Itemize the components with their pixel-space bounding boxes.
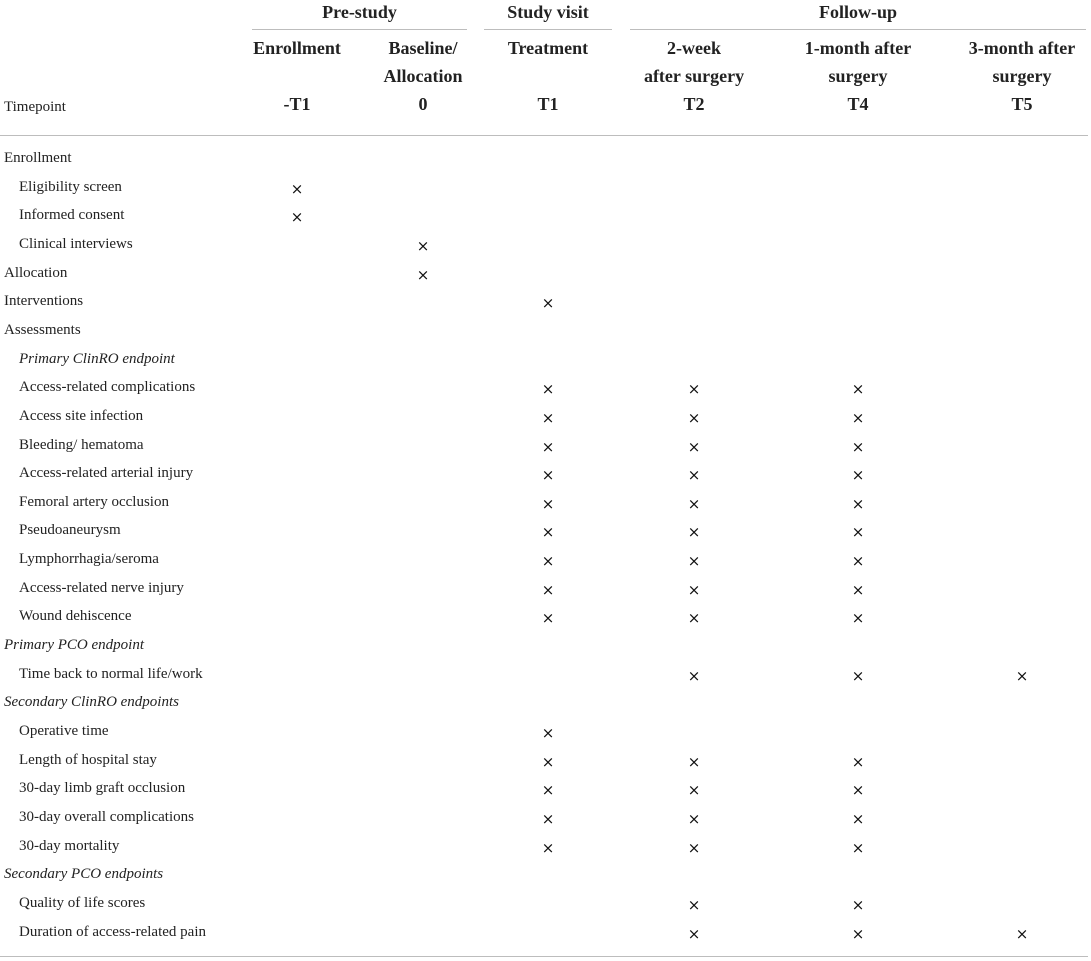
check-mark-icon: × (541, 552, 555, 571)
row-label: Wound dehiscence (19, 608, 132, 625)
check-mark-icon: × (851, 494, 865, 513)
check-mark-icon: × (851, 408, 865, 427)
check-mark-icon: × (687, 895, 701, 914)
column-header-line: T2 (683, 94, 705, 114)
check-mark-icon: × (687, 552, 701, 571)
group-underline (630, 29, 1086, 30)
row-label: Operative time (19, 723, 109, 739)
row-label: Lymphorrhagia/seroma (19, 551, 159, 568)
row-label: Eligibility screen (19, 178, 122, 195)
row-label: Access-related complications (19, 379, 196, 396)
check-mark-icon: × (851, 838, 865, 857)
group-underline (252, 29, 467, 30)
check-mark-icon: × (1015, 924, 1029, 943)
check-mark-icon: × (851, 552, 865, 571)
column-header-line: Enrollment (253, 38, 341, 58)
row-label: Assessments (4, 321, 81, 338)
row-label: Time back to normal life/work (19, 665, 203, 682)
column-header-line: 1-month after (804, 38, 912, 58)
row-label: Access-related arterial injury (19, 465, 194, 482)
check-mark-icon: × (290, 208, 304, 227)
check-mark-icon: × (687, 494, 701, 513)
column-header-line: surgery (828, 66, 888, 86)
row-label: Primary PCO endpoint (4, 637, 144, 654)
row-label: Interventions (4, 293, 84, 310)
column-header-line: 3-month after (968, 38, 1076, 58)
column-header-line: Baseline/ (388, 38, 458, 58)
check-mark-icon: × (687, 924, 701, 943)
check-mark-icon: × (687, 752, 701, 771)
check-mark-icon: × (687, 809, 701, 828)
check-mark-icon: × (851, 752, 865, 771)
check-mark-icon: × (541, 294, 555, 313)
row-label: Duration of access-related pain (19, 923, 206, 940)
timepoint-label: Timepoint (4, 99, 66, 115)
check-mark-icon: × (541, 466, 555, 485)
row-label: Secondary PCO endpoints (4, 866, 164, 883)
row-label: Primary ClinRO endpoint (19, 350, 175, 367)
row-label: Secondary ClinRO endpoints (4, 694, 179, 711)
check-mark-icon: × (851, 781, 865, 800)
check-mark-icon: × (541, 838, 555, 857)
check-mark-icon: × (851, 437, 865, 456)
check-mark-icon: × (687, 380, 701, 399)
check-mark-icon: × (851, 380, 865, 399)
check-mark-icon: × (851, 523, 865, 542)
group-header: Follow-up (818, 2, 898, 22)
row-label: Quality of life scores (19, 894, 146, 911)
row-label: Clinical interviews (19, 235, 133, 252)
column-header-line: T5 (1011, 94, 1033, 114)
check-mark-icon: × (851, 895, 865, 914)
row-label: Bleeding/ hematoma (19, 436, 144, 453)
check-mark-icon: × (541, 408, 555, 427)
check-mark-icon: × (851, 609, 865, 628)
check-mark-icon: × (851, 580, 865, 599)
column-header-line: T4 (847, 94, 869, 114)
check-mark-icon: × (1015, 666, 1029, 685)
row-label: 30-day mortality (19, 837, 120, 854)
row-label: Pseudoaneurysm (19, 522, 121, 539)
header-bottom-rule (0, 135, 1088, 136)
column-header-line: -T1 (283, 94, 311, 114)
check-mark-icon: × (851, 809, 865, 828)
check-mark-icon: × (687, 666, 701, 685)
check-mark-icon: × (687, 523, 701, 542)
check-mark-icon: × (416, 236, 430, 255)
column-header-line: surgery (992, 66, 1052, 86)
row-label: 30-day overall complications (19, 808, 194, 825)
row-label: Informed consent (19, 207, 125, 224)
check-mark-icon: × (687, 580, 701, 599)
table-bottom-rule (0, 956, 1088, 957)
check-mark-icon: × (851, 924, 865, 943)
check-mark-icon: × (541, 437, 555, 456)
row-label: 30-day limb graft occlusion (19, 780, 186, 797)
check-mark-icon: × (687, 466, 701, 485)
row-label: Length of hospital stay (19, 751, 157, 768)
check-mark-icon: × (687, 838, 701, 857)
group-header: Study visit (507, 2, 589, 22)
check-mark-icon: × (541, 380, 555, 399)
column-header-line: after surgery (643, 66, 745, 86)
check-mark-icon: × (541, 609, 555, 628)
check-mark-icon: × (541, 752, 555, 771)
row-label: Access-related nerve injury (19, 579, 184, 596)
column-header-line: 2-week (667, 38, 721, 58)
check-mark-icon: × (687, 609, 701, 628)
check-mark-icon: × (541, 781, 555, 800)
check-mark-icon: × (541, 809, 555, 828)
column-header-line: Treatment (507, 38, 589, 58)
check-mark-icon: × (687, 437, 701, 456)
check-mark-icon: × (290, 179, 304, 198)
check-mark-icon: × (687, 781, 701, 800)
check-mark-icon: × (541, 580, 555, 599)
check-mark-icon: × (687, 408, 701, 427)
column-header-line: Allocation (383, 66, 463, 86)
row-label: Access site infection (19, 407, 144, 424)
row-label: Femoral artery occlusion (19, 493, 169, 510)
column-header-line: T1 (537, 94, 559, 114)
row-label: Allocation (4, 264, 68, 281)
check-mark-icon: × (851, 466, 865, 485)
check-mark-icon: × (416, 265, 430, 284)
group-header: Pre-study (322, 2, 397, 22)
check-mark-icon: × (541, 523, 555, 542)
column-header-line: 0 (418, 94, 428, 114)
row-label: Enrollment (4, 150, 72, 166)
group-underline (484, 29, 612, 30)
check-mark-icon: × (541, 494, 555, 513)
check-mark-icon: × (851, 666, 865, 685)
check-mark-icon: × (541, 724, 555, 742)
